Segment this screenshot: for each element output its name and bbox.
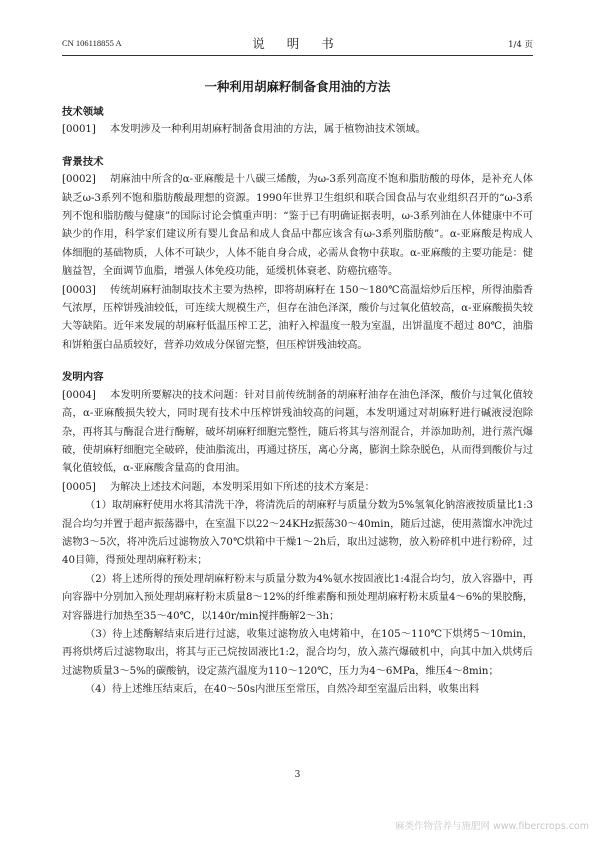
step-3: （3）待上述酶解结束后进行过滤，收集过滤物放入电烤箱中，在105～110℃下烘烤5～10min，再将烘烤后过滤物取出，将其与正己烷按固液比1:2，混合均匀，放入蒸汽爆破机中，向其中加入烘烤后过滤物质量3～5%的碳酸钠，设定蒸汽温度为110～120℃，压力为4～6MPa，维压4～8min； [62,628,533,677]
page-header [62,34,533,52]
paragraph-0004 [62,387,533,479]
header-rule [62,55,533,56]
paragraph-number: [0001] [62,124,96,136]
paragraph-0005 [62,479,533,497]
paragraph-text: 本发明涉及一种利用胡麻籽制备食用油的方法，属于植物油技术领域。 [110,124,426,136]
paragraph-text: 本发明所要解决的技术问题：针对目前传统制备的胡麻籽油存在油色泽深，酸价与过氧化值较高，α-亚麻酸损失较大，同时现有技术中压榨饼残油较高的问题，本发明通过对胡麻籽进行碱液浸泡除杂，再将其与酶混合进行酶解，破坏胡麻籽细胞完整性，随后将其与溶剂混合，并添加助剂，进行蒸汽爆破，使胡麻籽细胞完全破碎，使油脂流出，再通过挤压，离心分离，膨润土除杂脱色，从而得到酸价与过氧化值较低，α-亚麻酸含量高的食用油。 [62,389,533,475]
paragraph-0002 [62,171,533,281]
paragraph-text: 为解决上述技术问题，本发明采用如下所述的技术方案是： [110,481,375,493]
paragraph-0003 [62,282,533,356]
step-1: （1）取胡麻籽使用水将其清洗干净，将清洗后的胡麻籽与质量分数为5%氢氧化钠溶液按质量比1:3混合均匀并置于超声振荡器中，在室温下以22～24KHz振荡30～40min，随后过滤，使用蒸馏水冲洗过滤物3～5次，将冲洗后过滤物放入70℃烘箱中干燥1～2h后，取出过滤物，放入粉碎机中进行粉碎，过40目筛，得预处理胡麻籽粉末； [62,500,533,567]
page-number: 3 [294,770,301,780]
watermark: 麻类作物营养与施肥网 www.fibercrops.com [394,821,589,832]
paragraph-0001 [62,121,533,139]
paragraph-number: [0003] [62,284,96,296]
paragraph-number: [0004] [62,389,96,401]
document-body [62,103,533,700]
section-heading-invention: 发明内容 [62,371,104,384]
paragraph-number: [0002] [62,174,96,186]
step-2: （2）将上述所得的预处理胡麻籽粉末与质量分数为4%氨水按固液比1:4混合均匀，放入容器中，再向容器中分别加入预处理胡麻籽粉末质量8～12%的纤维素酶和预处理胡麻籽粉末质量4～6%的果胶酶，对容器进行加热至35～40℃，以140r/min搅拌酶解2～3h； [62,573,533,622]
document-type-title: 说 明 书 [252,36,343,51]
paragraph-number: [0005] [62,481,96,493]
section-heading-background: 背景技术 [62,155,104,168]
paragraph-text: 胡麻油中所含的α-亚麻酸是十八碳三烯酸，为ω-3系列高度不饱和脂肪酸的母体，是补充人体缺乏ω-3系列不饱和脂肪酸最理想的资源。1990年世界卫生组织和联合国食品与农业组织召开的“ω-3系列不饱和脂肪酸与健康”的国际讨论会慎重声明：“鉴于已有明确证据表明，ω-3系列油在人体健康中不可缺少的作用，科学家们建议所有婴儿食品和成人食品中都应该含有ω-3系列脂肪酸”。α-亚麻酸是构成人体细胞的基础物质，人体不可缺少，人体不能自身合成，必需从食物中获取。α-亚麻酸的主要功能是：健脑益智，全面调节血脂，增强人体免疫功能，延缓机体衰老、防癌抗癌等。 [62,174,533,278]
section-heading-tech-field: 技术领域 [62,106,104,118]
step-4: （4）待上述维压结束后，在40～50s内泄压至常压，自然冷却至室温后出料，收集出料 [85,684,480,696]
patent-number: CN 106118855 A [62,38,122,48]
page-indicator: 1/4 页 [508,40,533,50]
paragraph-text: 传统胡麻籽油制取技术主要为热榨，即将胡麻籽在 150～180℃高温焙炒后压榨，所得油脂香气浓厚，压榨饼残油较低，可连续大规模生产，但存在油色泽深，酸价与过氧化值较高，α-亚麻酸损失较大等缺陷。近年来发展的胡麻籽低温压榨工艺，油籽入榨温度一般为室温，出饼温度不超过 80℃，油脂和饼粕蛋白品质较好，营养功效成分保留完整，但压榨饼残油较高。 [62,284,533,351]
document-title: 一种利用胡麻籽制备食用油的方法 [204,79,391,94]
